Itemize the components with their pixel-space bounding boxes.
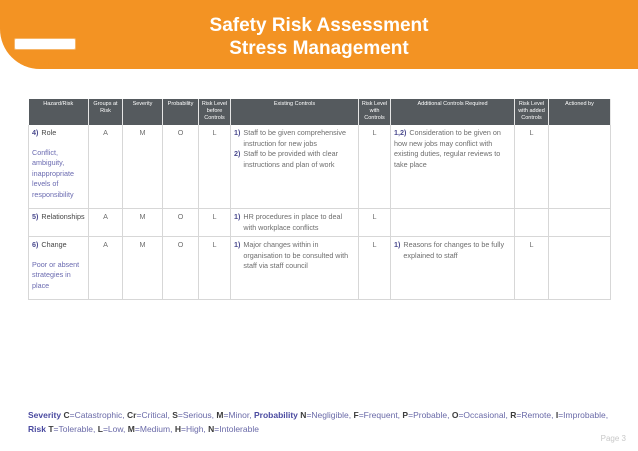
control-text: Major changes within in organisation to be consulted with staff via staff council xyxy=(243,240,349,270)
hazard-name: Change xyxy=(41,240,67,249)
col-severity: Severity xyxy=(123,99,163,125)
legend-key: H xyxy=(174,424,181,434)
page-number: Page 3 xyxy=(600,434,626,443)
legend-value: Serious, xyxy=(182,410,215,420)
severity-cell: M xyxy=(123,125,163,209)
legend-value: Occasional, xyxy=(463,410,508,420)
level-added-cell: L xyxy=(515,237,549,300)
legend-value: Frequent, xyxy=(363,410,401,420)
legend-key: T xyxy=(48,424,54,434)
control-number: 1) xyxy=(234,240,241,249)
hazard-name: Relationships xyxy=(41,212,85,221)
hazard-detail: Poor or absent strategies in place xyxy=(32,259,80,290)
additional-number: 1,2) xyxy=(394,128,407,137)
col-groups: Groups at Risk xyxy=(89,99,123,125)
legend-value: Minor, xyxy=(228,410,252,420)
risk-table xyxy=(28,99,611,300)
control-text: Staff to be given comprehensive instruction for new jobs xyxy=(243,128,346,148)
control-text: Staff to be provided with clear instructions and plan of work xyxy=(243,149,338,169)
legend-probability-label: Probability xyxy=(253,410,298,420)
additional-number: 1) xyxy=(394,240,401,249)
legend-value: Probable, xyxy=(413,410,450,420)
legend-value: High, xyxy=(185,424,206,434)
legend-key: S xyxy=(172,410,178,420)
legend-key: M xyxy=(127,424,135,434)
legend-severity-label: Severity xyxy=(28,410,62,420)
legend-line-2: Risk T=Tolerable, L=Low, M=Medium, H=High, N=Intolerable xyxy=(28,424,259,434)
hazard-cell xyxy=(29,125,89,209)
col-level-added: Risk Level with added Controls xyxy=(515,99,549,125)
logo-text: SAUDI SALCO xyxy=(13,60,63,68)
probability-cell: O xyxy=(163,125,199,209)
col-actioned-by: Actioned by xyxy=(549,99,611,125)
hazard-detail: Conflict, ambiguity, inappropriate levels of responsibility xyxy=(32,147,74,199)
legend-key: N xyxy=(208,424,215,434)
row-number: 5) xyxy=(32,212,39,221)
actioned-by-cell xyxy=(549,209,611,237)
table-row xyxy=(29,209,611,237)
col-level-before: Risk Level before Controls xyxy=(199,99,231,125)
legend-key: C xyxy=(63,410,70,420)
level-added-cell xyxy=(515,209,549,237)
additional-cell xyxy=(391,209,515,237)
level-with-cell: L xyxy=(359,125,391,209)
level-before-cell: L xyxy=(199,125,231,209)
header-banner xyxy=(0,0,638,69)
legend-value: Low, xyxy=(107,424,126,434)
actioned-by-cell xyxy=(549,237,611,300)
table-row xyxy=(29,237,611,300)
control-number: 1) xyxy=(234,212,241,221)
control-text: HR procedures in place to deal with workplace conflicts xyxy=(243,212,343,232)
legend-key: N xyxy=(300,410,307,420)
legend-key: I xyxy=(555,410,559,420)
page-title-line2: Stress Management xyxy=(229,38,409,59)
level-before-cell: L xyxy=(199,237,231,300)
groups-cell: A xyxy=(89,209,123,237)
additional-text: Reasons for changes to be fully explained to staff xyxy=(403,240,505,260)
additional-cell xyxy=(391,237,515,300)
groups-cell: A xyxy=(89,237,123,300)
row-number: 4) xyxy=(32,128,39,137)
legend xyxy=(28,408,628,436)
legend-value: Negligible, xyxy=(311,410,352,420)
level-with-cell: L xyxy=(359,209,391,237)
legend-value: Medium, xyxy=(139,424,173,434)
control-number: 1) xyxy=(234,128,241,137)
legend-value: Tolerable, xyxy=(58,424,96,434)
severity-cell: M xyxy=(123,237,163,300)
col-level-with: Risk Level with Controls xyxy=(359,99,391,125)
table-row xyxy=(29,125,611,209)
legend-key: L xyxy=(97,424,103,434)
groups-cell: A xyxy=(89,125,123,209)
hazard-cell xyxy=(29,209,89,237)
legend-value: Critical, xyxy=(141,410,170,420)
probability-cell: O xyxy=(163,209,199,237)
row-number: 6) xyxy=(32,240,39,249)
col-additional: Additional Controls Required xyxy=(391,99,515,125)
existing-cell xyxy=(231,237,359,300)
legend-key: R xyxy=(510,410,517,420)
legend-value: Catastrophic, xyxy=(74,410,125,420)
level-added-cell: L xyxy=(515,125,549,209)
legend-key: F xyxy=(353,410,359,420)
page-title-line1: Safety Risk Assessment xyxy=(209,15,429,36)
existing-cell xyxy=(231,125,359,209)
level-with-cell: L xyxy=(359,237,391,300)
table-header xyxy=(29,99,611,125)
legend-key: P xyxy=(402,410,409,420)
hazard-name: Role xyxy=(41,128,57,137)
legend-value: Remote, xyxy=(521,410,554,420)
col-hazard: Hazard/Risk xyxy=(29,99,89,125)
control-number: 2) xyxy=(234,149,241,158)
probability-cell: O xyxy=(163,237,199,300)
hazard-cell xyxy=(29,237,89,300)
level-before-cell: L xyxy=(199,209,231,237)
additional-text: Consideration to be given on how new jobs may conflict with existing duties, regular reviews to take place xyxy=(394,128,501,169)
existing-cell xyxy=(231,209,359,237)
legend-key: Cr xyxy=(127,410,137,420)
legend-value: Intolerable xyxy=(219,424,259,434)
legend-value: Improbable, xyxy=(563,410,609,420)
additional-cell xyxy=(391,125,515,209)
legend-risk-label: Risk xyxy=(28,424,46,434)
actioned-by-cell xyxy=(549,125,611,209)
legend-key: M xyxy=(216,410,224,420)
col-existing: Existing Controls xyxy=(231,99,359,125)
legend-line-1: Severity C=Catastrophic, Cr=Critical, S=Serious, M=Minor, Probability N=Negligible, F=Frequent, P=Probable, O=Occasional, R=Remote, I=Improbable, xyxy=(28,410,609,420)
legend-key: O xyxy=(451,410,459,420)
col-probability: Probability xyxy=(163,99,199,125)
severity-cell: M xyxy=(123,209,163,237)
